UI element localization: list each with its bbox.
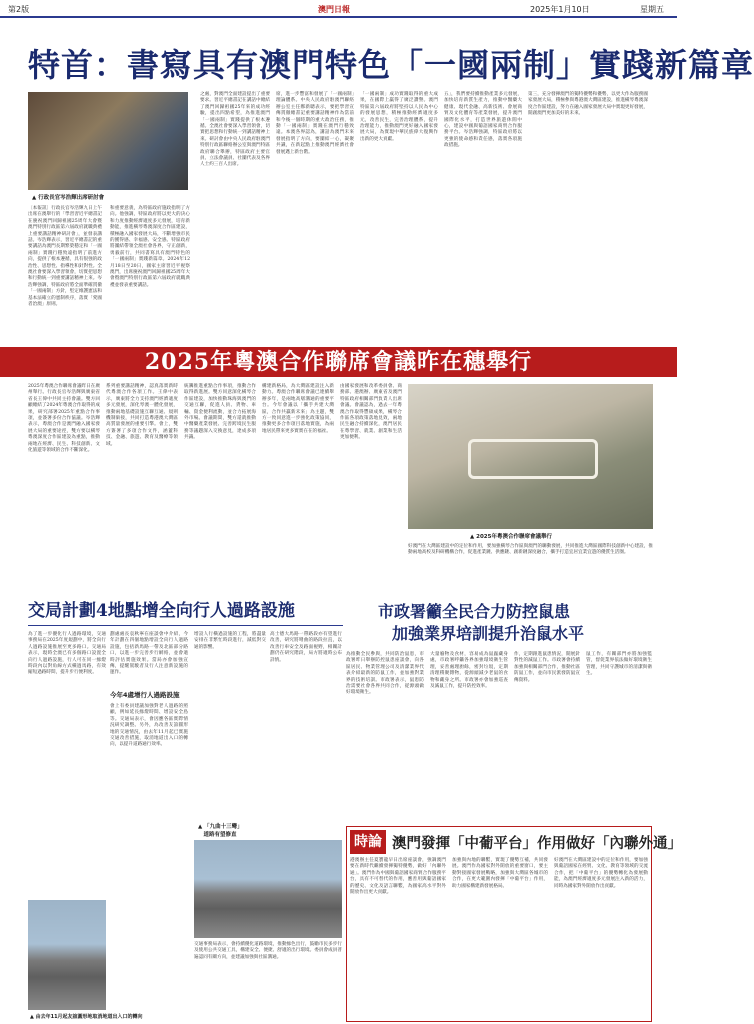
sidebar-col1: 港澳辦主任夏寶龍早日出席座談會，強調澳門要在新時代繼續發揮獨特優勢，做好「內聯外通」。澳門作為中國與葡語國家商貿合作服務平台，具有不可替代的作用，應善用與葡語國家的歷史、文化及語言聯繫，為國家高水平對外開放作出更大貢獻。 <box>350 858 446 896</box>
article1-col1: 〔本報訊〕行政長官岑浩輝九日上午出席在澳舉行的「學習習近平總書記在慶祝澳門回歸祖國25周年大會暨澳門特別行政區第六屆政府就職典禮上重要講話精神研討會」，並發表講話。岑浩輝表示，習近平總書記的重要講話為澳門長期繁榮穩定和「一國兩制」實踐行穩致遠指明了前進方向，提供了根本遵循，具有很強的政治性、思想性、指導性和針對性。全澳社會要深入學習領會，切實把思想和行動統一到重要講話精神上來。岑浩輝強調，特區政府將全面準確貫徹「一國兩制」方針，堅定維護憲法和基本法確立的憲制秩序，落實「愛國者治澳」原則。 <box>28 206 102 308</box>
article2-col5: 由國家發展和改革委員會、商務部、港澳辦、廣東省及澳門特區政府相關部門負責人出席會議。會議認為，過去一年粵澳合作取得豐碩成果，橫琴合作區各項政策落地見效，兩地民生融合持續深化，澳門居民在粵學習、就業、創業和生活更加便利。 <box>340 384 402 441</box>
date: 2025年1月10日 <box>530 5 590 14</box>
article2-title: 2025年粵澳合作聯席會議昨在穗舉行 <box>144 349 533 375</box>
article3-col3: 會上有委員建議加強對老人過路的照顧，例如延長綠燈時間、增設安全島等。交通局表示，會因應各區實際情況研究調整。另外，為改善友誼圓形地的交通情況，由去年11月起已實施交通改善措施，取消地道出入口的轉向，以提升道路通行效率。 <box>110 704 188 748</box>
article1-photo <box>28 92 188 190</box>
article2-col6: 好澳門在大灣區建設中的定位和作用，要加強橫琴合作區與澳門的聯動發展，共同推進大灣區國際科技創新中心建設，推動兩地高校及科研機構合作，促進產業鏈、供應鏈、創新鏈深度融合，攜手打造宜居宜業宜遊的優質生活圈。 <box>408 544 653 556</box>
article2-photo <box>408 384 653 529</box>
article4-col2: 大量廢物及食材，容易成為鼠蟲藏身處，市政署呼籲各界加強環境衛生管理，妥善處理廚餘，密封垃圾，定期清理積聚雜物，從源頭減少老鼠的食物和藏身之所。市政署亦會加強巡查及滅鼠工作，提升防控效率。 <box>430 652 508 690</box>
sidebar-col2: 加強與內地的聯繫，實現了優勢互補，共同發展。澳門作為國家對外開放的重要窗口，要主動對接國家發展戰略，加強與大灣區各城市的合作，在更大範圍內發揮「中葡平台」作用，助力國家構建新發展格局。 <box>452 858 548 889</box>
article4-col1: 為推動全民參與，共同防治鼠患，市政署昨日舉辦防控鼠患座談會，向各區居民、物業管理公司及清潔業界代表介紹最新的防鼠工作，並加強對業界的技術培訓。市政署表示，鼠患防治需要社會各界共同合作，從源頭做好環境衛生。 <box>346 652 424 696</box>
article3-road-photo <box>194 840 342 938</box>
article3-col2: 劃處處長袁秋寧在座談會中介紹，今年計劃在四個地點增設全向行人過路設施，包括新馬路一帶及北區部分路口，以進一步完善步行網絡，並會適時評估實施效果。當局亦會加強宣傳，提醒駕駛者及行人注意新設施的運作。 <box>110 632 188 676</box>
article4-title: 市政署籲全民合力防控鼠患 <box>378 602 571 621</box>
article2-col4: 構建新格局，為大灣區建設注入新動力。粵澳合作聯席會議已連續舉辦多年，是兩地高層溝通的重要平台。今年會議以「攜手共建大灣區，合作共贏新未來」為主題，雙方一致同意進一步強化政策協同，推動更多合作項目落地實施，為兩地居民帶來更多實實在在的福祉。 <box>262 384 334 434</box>
weekday: 星期五 <box>640 5 664 14</box>
sidebar-title: 澳門發揮「中葡平台」作用做好「內聯外通」 <box>392 835 682 852</box>
masthead: 澳門日報 <box>318 5 350 14</box>
article3-col4: 增設人行橫過設施的工程，將盡量安排在非繁忙時段進行，減低對交通的影響。 <box>194 632 266 650</box>
sidebar-col3: 好澳門在大灣區建設中的定位和作用，要加強與葡語國家在經貿、文化、教育等領域的交流合作，把「中葡平台」的優勢轉化為發展動能，為澳門經濟適度多元發展注入新的活力，同時為國家對外開放作出貢獻。 <box>554 858 648 889</box>
article2-banner <box>0 347 677 377</box>
article2-col3: 統籌推進重點合作事項，推動合作取得新進展。雙方同意深化橫琴合作區建設，加快推動珠海與澳門的交通互聯，促進人員、貨物、車輛、資金便利流動，並合力拓展海外市場。會議期間，雙方還就推動中醫藥產業發展、完善跨境民生服務等議題深入交換意見，達成多項共識。 <box>184 384 256 441</box>
article3-title: 交局計劃4地點增全向行人過路設施 <box>28 601 295 621</box>
article3-photo-caption: ▲ 由去年11月起友誼圓形地取消地道出入口的轉向 <box>30 1014 143 1020</box>
article1-title: 特首：書寫具有澳門特色「一國兩制」實踐新篇章 <box>28 46 754 84</box>
article3-photo <box>28 900 106 1010</box>
article4-col4: 鼠工作，有關部門亦將加強監管，督促業界依法做好環境衛生管理，共同守護城市的清潔與衛生。 <box>586 652 652 677</box>
article3-col1: 為了進一步優化行人過路環境，交通事務局在2025年度規劃中，將全向行人過路設施推展至更多路口。交通局表示，現時全澳已有多個路口設置全向行人過路設施，行人可在同一綠燈時段內以對角線方式橫過馬路，有效縮短過路時間，提升步行便利度。 <box>28 632 106 676</box>
article1-col4: 席，進一步豐富和發展了「一國兩制」理論體系。中央人民政府駐澳門聯絡辦公室主任鄭新聰表示，要把學習宣傳貫徹總書記重要講話精神作為當前和今後一個時期的重大政治任務，推動「一國兩制」實踐在澳門行穩致遠。本澳各界認為，講話為澳門未來發展指明了方向，要團結一心，凝聚共識，在新起點上推動澳門經濟社會發展邁上新台階。 <box>276 92 354 155</box>
article3-mid-caption: ▲ 「九曲十三彎」 道路有望修直 <box>198 824 243 838</box>
article1-col2: 和重要意義，為特區政府施政指明了方向。他強調，特區政府將以更大的決心和力度推動經濟適度多元發展，培育新動能，推進橫琴粵澳深度合作區建設，積極融入國家發展大局，不斷增強市民的獲得感、幸福感、安全感。特區政府將團結帶領全澳社會各界，守正創新，勇毅前行，共同書寫具有澳門特色的「一國兩制」實踐新篇章。2024年12月18日至20日，國家主席習近平視察澳門，出席慶祝澳門回歸祖國25周年大會暨澳門特別行政區第六屆政府就職典禮並發表重要講話。 <box>110 206 190 288</box>
article2-photo-caption: ▲ 2025年粵澳合作聯席會議舉行 <box>470 534 552 540</box>
article3-subhead: 今年4處增行人過路設施 <box>110 691 180 699</box>
article3-col6: 交通事務局表示，會持續優化道路環境，推動綠色出行，鼓勵市民多步行及使用公共交通工具，構建安全、便捷、舒適的出行環境。委員會成員普遍認同有關方向，並建議加強與社區溝通。 <box>194 942 342 960</box>
article1-col3: 之處，對澳門全面建設提出了重要要求。習近平總書記在講話中總結了澳門回歸祖國25年來的成功經驗，提出四點希望，為推進澳門「一國兩制」實踐提供了根本遵循。全澳社會要深入學習領會，切實把思想和行動統一到講話精神上來。研討會由中央人民政府駐澳門特別行政區聯絡辦公室與澳門特區政府聯合舉辦，特區政府主要官員、立法會議員、社團代表及各界人士約三百人出席。 <box>200 92 270 168</box>
article1-photo-caption: ▲ 行政長官岑浩輝出席研討會 <box>32 195 105 201</box>
article1-col7: 第三，充分發揮澳門的獨特優勢和優勢，以更大作為服務國家發展大局，積極參與粵港澳大灣區建設，推進橫琴粵澳深度合作區建設，努力在融入國家發展大局中實現更好發展，開創澳門更加美好的未來。 <box>528 92 648 117</box>
article1-col5: 「一國兩制」成功實踐取得的重大成果，在國際上贏得了廣泛讚譽。澳門特區第六屆政府將堅持以人民為中心的發展思想，積極推動經濟適度多元，改善民生，完善治理體系，提升治理能力，推動澳門更好融入國家發展大局，為實現中華民族偉大復興作出新的更大貢獻。 <box>360 92 438 142</box>
article1-col6: 五」，我們要持續推動產業多元發展，加快培育新質生產力，推動中醫藥大健康、現代金融、高新技術、會展商貿及文化體育等產業發展，提升澳門國際化水平，打造世界旅遊休閒中心，建設中國與葡語國家商貿合作服務平台。岑浩輝強調，特區政府將以更強的使命感和責任感，落實各項施政措施。 <box>444 92 522 149</box>
page-header <box>0 0 677 18</box>
article2-col1: 2025年粵澳合作聯席會議昨日在廣州舉行。行政長官岑浩輝與廣東省省長王偉中共同主持會議。雙方回顧總結了2024年粵澳合作取得的成果，研究部署2025年重點合作事項，並簽署多份合作協議。岑浩輝表示，粵澳合作是澳門融入國家發展大局的重要途徑，雙方要以橫琴粵澳深度合作區建設為重點，推動兩地在經濟、民生、科技創新、文化旅遊等領域的合作不斷深化。 <box>28 384 100 454</box>
page-number: 第2版 <box>8 5 30 14</box>
sidebar-label: 時論 <box>350 830 386 854</box>
article3-rule <box>28 625 343 626</box>
article3-col5: 高士德大馬路一帶路段亦有望進行改善，研究將彎曲的路段拉直，以改善行車安全及路面視野，相關計劃仍在研究階段，局方將適時公布詳情。 <box>270 632 342 663</box>
article4-subtitle: 加強業界培訓提升治鼠水平 <box>392 624 585 643</box>
article2-col2: 系列重要講話精神，認真落實新時代粵澳合作各項工作。王偉中表示，廣東將全力支持澳門經濟適度多元發展，深化琴澳一體化發展，推動兩地基礎設施互聯互通、規則機制銜接，共同打造粵港澳大灣區高質量發展的重要引擎。會上，雙方簽署了多項合作文件，涵蓋科技、金融、旅遊、教育及醫療等領域。 <box>106 384 178 447</box>
meeting-table-shape <box>468 439 598 479</box>
article4-col3: 作，定期跟進鼠患情況，開展針對性的滅鼠工作。市政署會持續加強與相關部門合作，推動社區防鼠工作，並向市民派發防鼠宣傳資料。 <box>514 652 580 683</box>
